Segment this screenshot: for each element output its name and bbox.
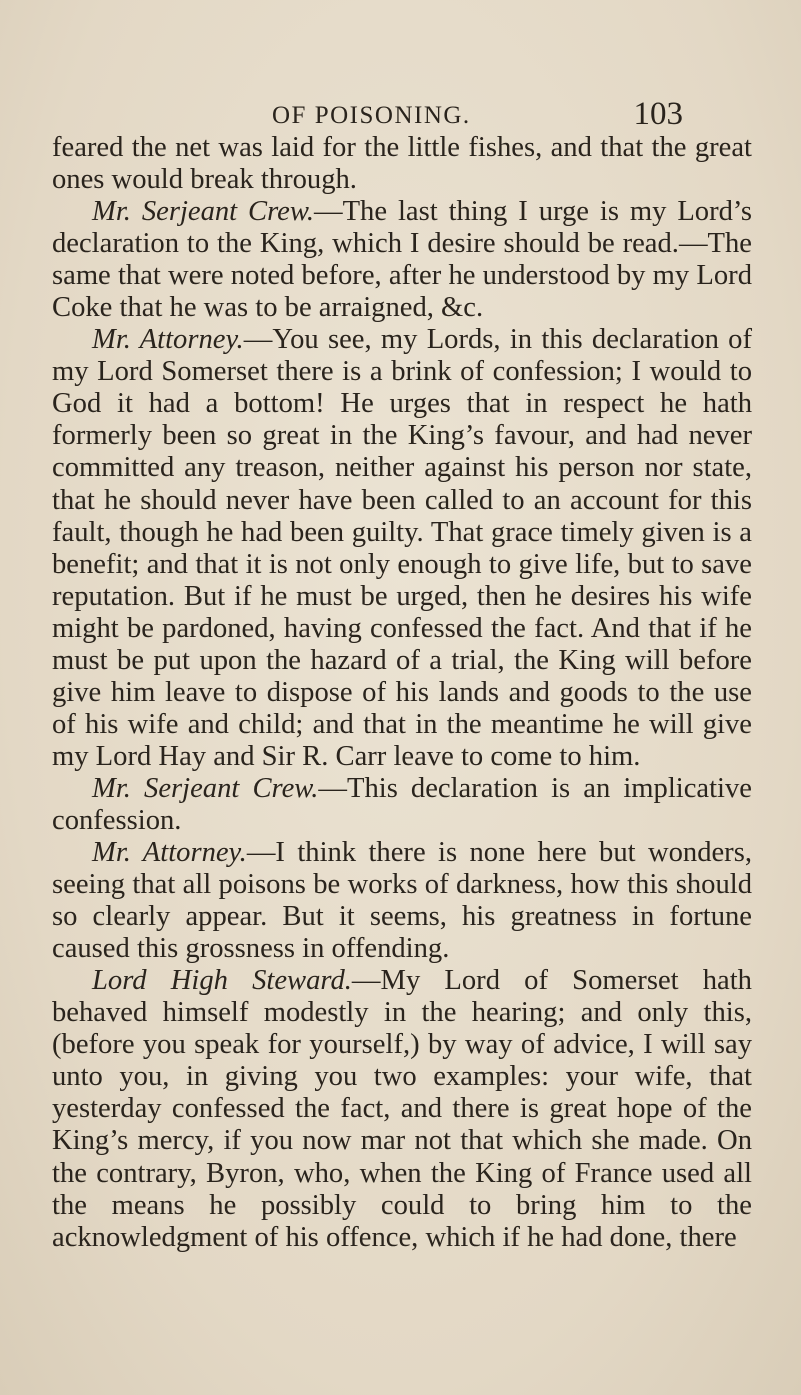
paragraph (52, 965, 752, 1253)
paragraph-text: —This declaration is an implicative confession. (52, 772, 752, 836)
speaker-name: Mr. Attorney. (92, 837, 247, 869)
paragraph-text: —You see, my Lords, in this declaration of my Lord Somerset there is a brink of confession; I would to God it had a bottom! He urges that in respect he hath formerly been so great in the King’s favour, and had never committed any treason, neither against his person nor state, that he should never have been called to an account for this fault, though he had been guilty. That grace timely given is a benefit; and that it is not only enough to give life, but to save reputation. But if he must be urged, then he desires his wife might be pardoned, having confessed the fact. And that if he must be put upon the hazard of a trial, the King will before give him leave to dispose of his lands and goods to the use of his wife and child; and that in the meantime he will give my Lord Hay and Sir R. Carr leave to come to him. (52, 324, 753, 772)
speaker-name: Mr. Attorney. (92, 324, 244, 356)
paragraph-text: —The last thing I urge is my Lord’s declaration to the King, which I desire should be read.—The same that were noted before, after he understood by my Lord Coke that he was to be arraigned, &c. (52, 196, 752, 324)
speaker-name: Lord High Steward. (92, 965, 352, 997)
speaker-name: Mr. Serjeant Crew. (92, 772, 319, 804)
speaker-name: Mr. Serjeant Crew. (92, 196, 314, 228)
paragraph (52, 837, 752, 965)
page-number: 103 (633, 96, 683, 132)
paragraph-text: —My Lord of Somerset hath behaved himself modestly in the hearing; and only this, (before you speak for yourself,) by way of advice, I will say unto you, in giving you two examples: your wife, that yesterday confessed the fact, and there is great hope of the King’s mercy, if you now mar not that which she made. On the contrary, Byron, who, when the King of France used all the means he possibly could to bring him to the acknowledgment of his offence, which if he had done, there (52, 965, 752, 1253)
paragraph-text: feared the net was laid for the little fishes, and that the great ones would break through. (52, 132, 752, 196)
body-text (52, 132, 752, 1254)
running-head: OF POISONING. (272, 102, 471, 129)
paragraph (52, 132, 752, 196)
paragraph (52, 773, 752, 837)
paragraph-text: —I think there is none here but wonders, seeing that all poisons be works of darkness, how this should so clearly appear. But it seems, his greatness in fortune caused this grossness in offending. (52, 837, 752, 965)
paragraph (52, 324, 752, 773)
paragraph (52, 196, 752, 324)
